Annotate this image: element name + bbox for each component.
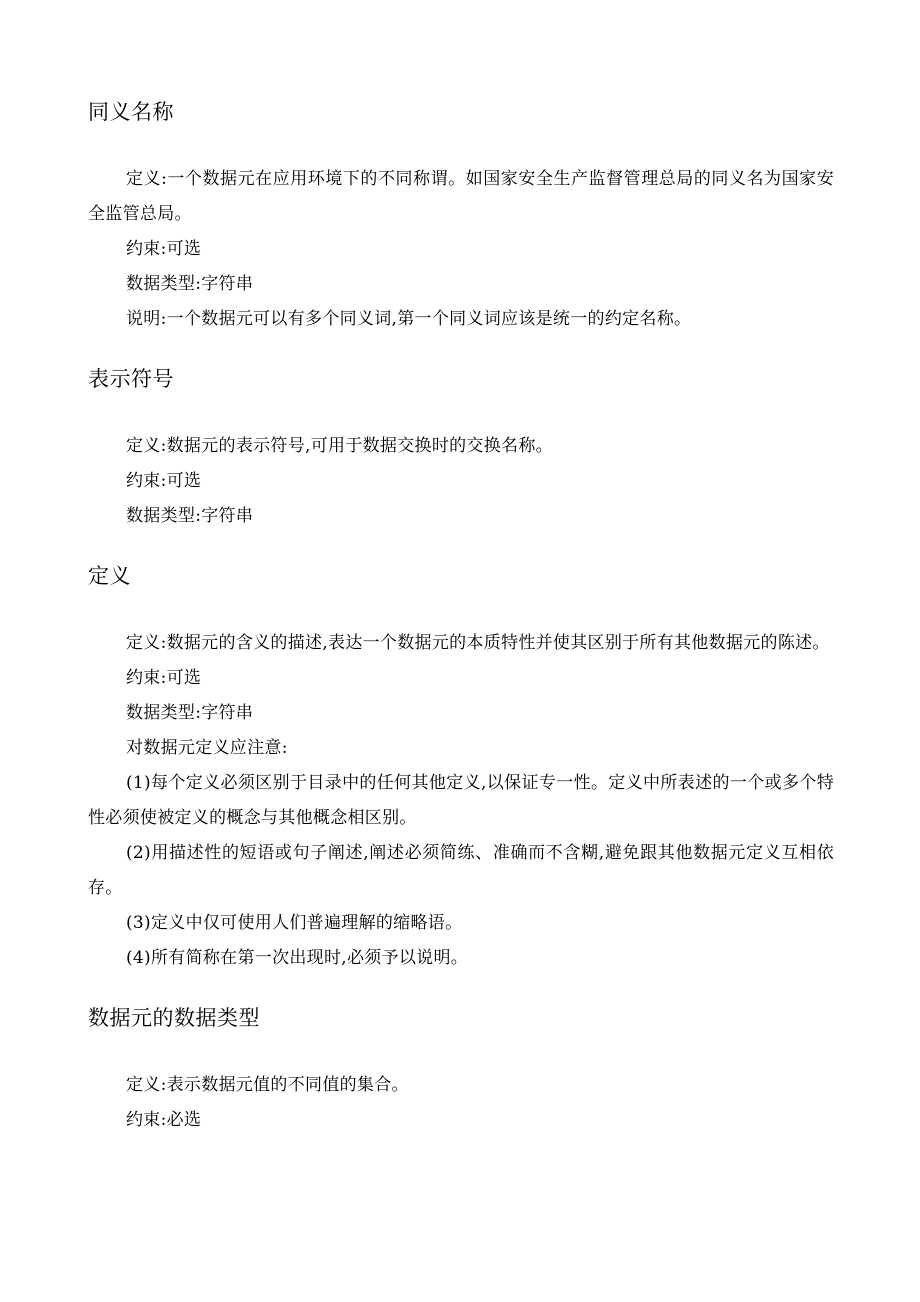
section-data-type: [88, 1002, 834, 1138]
data-type-text: 数据类型:字符串: [126, 703, 254, 723]
section-symbol: [88, 363, 834, 534]
note-text: 说明:一个数据元可以有多个同义词,第一个同义词应该是统一的约定名称。: [126, 309, 692, 329]
section-heading: 定义: [88, 564, 131, 588]
definition-text: 定义:表示数据元值的不同值的集合。: [126, 1075, 409, 1095]
constraint-text: 约束:可选: [126, 239, 202, 259]
section-definition: [88, 560, 834, 976]
data-type-text: 数据类型:字符串: [126, 506, 254, 526]
constraint-text: 约束:可选: [126, 668, 202, 688]
constraint-text: 约束:必选: [126, 1110, 202, 1130]
section-heading: 同义名称: [88, 100, 174, 124]
rule-item-2: (2)用描述性的短语或句子阐述,阐述必须简练、准确而不含糊,避免跟其他数据元定义互相依存。: [88, 843, 834, 898]
constraint-text: 约束:可选: [126, 471, 202, 491]
section-synonym-name: [88, 96, 834, 337]
section-gap: [88, 337, 834, 363]
rule-item-4: (4)所有简称在第一次出现时,必须予以说明。: [126, 948, 469, 968]
section-gap: [88, 534, 834, 560]
section-gap: [88, 976, 834, 1002]
section-heading: 表示符号: [88, 367, 174, 391]
data-type-text: 数据类型:字符串: [126, 274, 254, 294]
rule-item-3: (3)定义中仅可使用人们普遍理解的缩略语。: [126, 913, 463, 933]
definition-text: 定义:数据元的表示符号,可用于数据交换时的交换名称。: [126, 436, 553, 456]
section-heading: 数据元的数据类型: [88, 1006, 260, 1030]
definition-text: 定义:一个数据元在应用环境下的不同称谓。如国家安全生产监督管理总局的同义名为国家安全监管总局。: [88, 169, 834, 224]
rule-item-1: (1)每个定义必须区别于目录中的任何其他定义,以保证专一性。定义中所表述的一个或多个特性必须使被定义的概念与其他概念相区别。: [88, 773, 834, 828]
definition-text: 定义:数据元的含义的描述,表达一个数据元的本质特性并使其区别于所有其他数据元的陈述。: [126, 633, 830, 653]
attention-intro-text: 对数据元定义应注意:: [126, 738, 288, 758]
